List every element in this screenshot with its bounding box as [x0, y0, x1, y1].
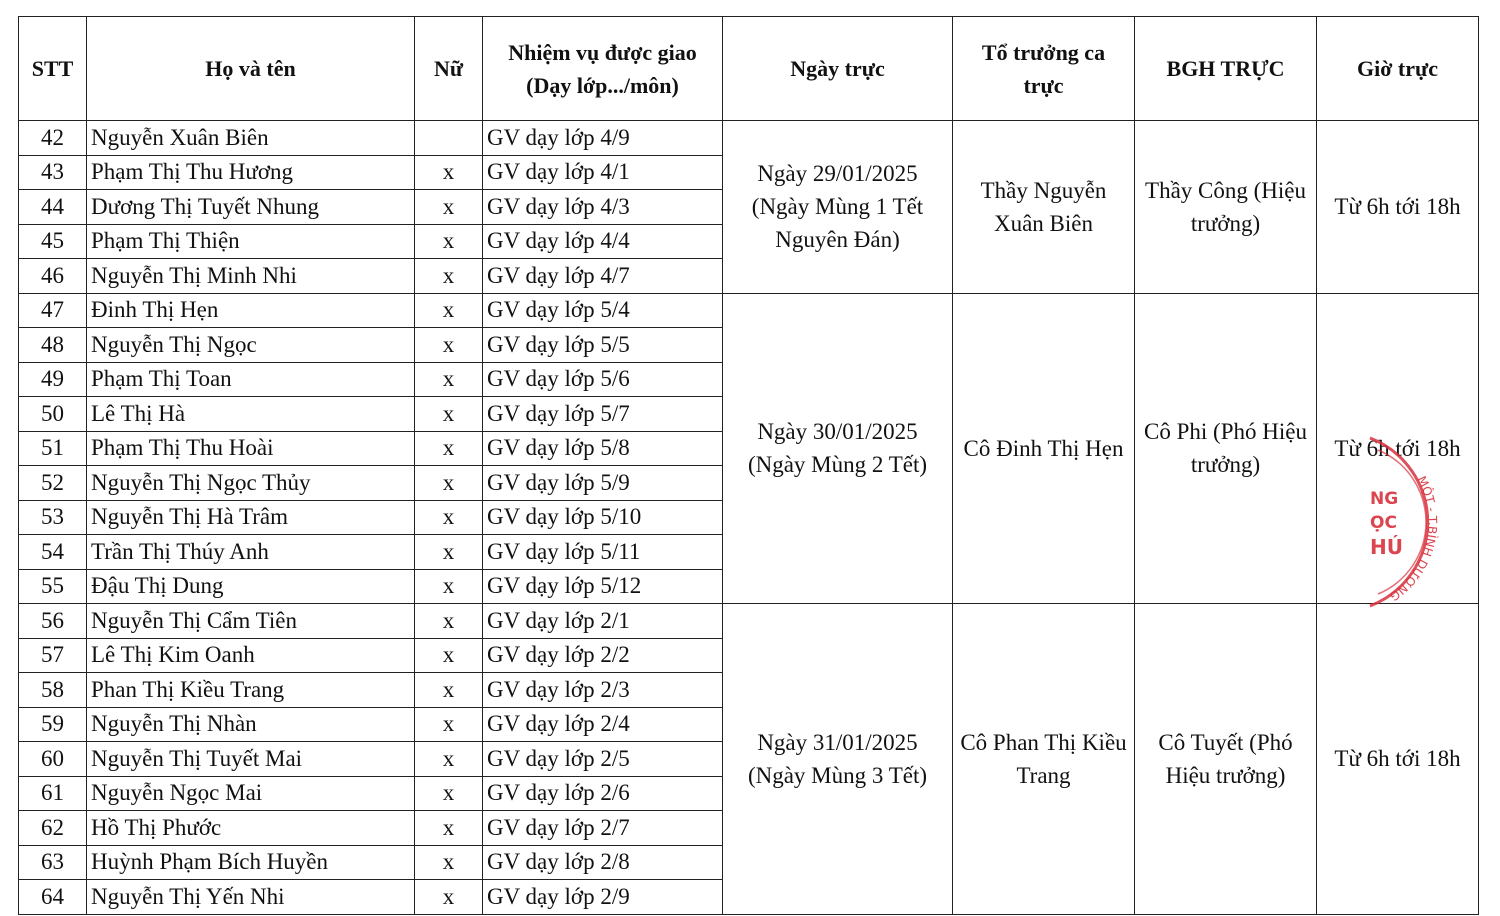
row-name: Đinh Thị Hẹn: [87, 293, 415, 328]
row-stt: 45: [19, 224, 87, 259]
row-stt: 54: [19, 535, 87, 570]
group-hours: Từ 6h tới 18h: [1317, 604, 1479, 915]
row-female-mark: x: [415, 397, 483, 432]
header-leader: Tổ trưởng ca trực: [953, 17, 1135, 121]
row-stt: 62: [19, 811, 87, 846]
group-bgh: Cô Phi (Phó Hiệu trưởng): [1135, 293, 1317, 604]
row-female-mark: x: [415, 707, 483, 742]
row-task: GV dạy lớp 5/8: [483, 431, 723, 466]
row-task: GV dạy lớp 2/9: [483, 880, 723, 915]
row-female-mark: x: [415, 500, 483, 535]
group-date: Ngày 31/01/2025 (Ngày Mùng 3 Tết): [723, 604, 953, 915]
row-task: GV dạy lớp 4/4: [483, 224, 723, 259]
table-row: [19, 293, 1479, 328]
group-date: Ngày 30/01/2025 (Ngày Mùng 2 Tết): [723, 293, 953, 604]
row-task: GV dạy lớp 2/2: [483, 638, 723, 673]
row-female-mark: x: [415, 155, 483, 190]
group-leader: Cô Phan Thị Kiều Trang: [953, 604, 1135, 915]
group-bgh: Thầy Công (Hiệu trưởng): [1135, 121, 1317, 294]
row-name: Nguyễn Thị Ngọc: [87, 328, 415, 363]
row-task: GV dạy lớp 5/6: [483, 362, 723, 397]
row-female-mark: x: [415, 535, 483, 570]
group-leader: Thầy Nguyễn Xuân Biên: [953, 121, 1135, 294]
row-task: GV dạy lớp 5/12: [483, 569, 723, 604]
row-task: GV dạy lớp 5/5: [483, 328, 723, 363]
row-name: Trần Thị Thúy Anh: [87, 535, 415, 570]
row-task: GV dạy lớp 5/10: [483, 500, 723, 535]
row-task: GV dạy lớp 2/4: [483, 707, 723, 742]
row-female-mark: x: [415, 190, 483, 225]
row-task: GV dạy lớp 2/7: [483, 811, 723, 846]
group-hours: Từ 6h tới 18h: [1317, 121, 1479, 294]
row-name: Phạm Thị Thiện: [87, 224, 415, 259]
row-name: Huỳnh Phạm Bích Huyền: [87, 845, 415, 880]
header-row: [19, 17, 1479, 121]
row-task: GV dạy lớp 5/7: [483, 397, 723, 432]
row-stt: 60: [19, 742, 87, 777]
row-stt: 64: [19, 880, 87, 915]
row-female-mark: x: [415, 845, 483, 880]
seal-ring-text: MỘT - T.BÌNH DƯƠNG: [1387, 473, 1440, 604]
row-name: Nguyễn Ngọc Mai: [87, 776, 415, 811]
row-stt: 53: [19, 500, 87, 535]
row-female-mark: x: [415, 431, 483, 466]
header-name: Họ và tên: [87, 17, 415, 121]
row-stt: 59: [19, 707, 87, 742]
row-stt: 42: [19, 121, 87, 156]
header-date: Ngày trực: [723, 17, 953, 121]
row-task: GV dạy lớp 2/1: [483, 604, 723, 639]
row-female-mark: x: [415, 638, 483, 673]
row-female-mark: [415, 121, 483, 156]
header-stt: STT: [19, 17, 87, 121]
row-task: GV dạy lớp 5/4: [483, 293, 723, 328]
seal-line-1: NG: [1370, 489, 1399, 509]
row-female-mark: x: [415, 776, 483, 811]
group-date: Ngày 29/01/2025 (Ngày Mùng 1 Tết Nguyên Đán): [723, 121, 953, 294]
seal-line-3: HÚ: [1370, 535, 1403, 559]
row-name: Phạm Thị Thu Hoài: [87, 431, 415, 466]
row-female-mark: x: [415, 466, 483, 501]
row-stt: 55: [19, 569, 87, 604]
seal-line-2: ỌC: [1370, 513, 1397, 533]
row-name: Nguyễn Thị Cẩm Tiên: [87, 604, 415, 639]
row-stt: 61: [19, 776, 87, 811]
table-row: [19, 604, 1479, 639]
row-name: Nguyễn Xuân Biên: [87, 121, 415, 156]
row-stt: 52: [19, 466, 87, 501]
row-stt: 57: [19, 638, 87, 673]
header-bgh: BGH TRỰC: [1135, 17, 1317, 121]
row-name: Hồ Thị Phước: [87, 811, 415, 846]
group-leader: Cô Đinh Thị Hẹn: [953, 293, 1135, 604]
row-female-mark: x: [415, 673, 483, 708]
row-female-mark: x: [415, 880, 483, 915]
row-task: GV dạy lớp 4/1: [483, 155, 723, 190]
row-task: GV dạy lớp 2/5: [483, 742, 723, 777]
row-stt: 48: [19, 328, 87, 363]
row-female-mark: x: [415, 224, 483, 259]
row-stt: 49: [19, 362, 87, 397]
row-name: Dương Thị Tuyết Nhung: [87, 190, 415, 225]
row-task: GV dạy lớp 5/9: [483, 466, 723, 501]
row-female-mark: x: [415, 293, 483, 328]
row-female-mark: x: [415, 362, 483, 397]
row-stt: 50: [19, 397, 87, 432]
row-task: GV dạy lớp 5/11: [483, 535, 723, 570]
group-bgh: Cô Tuyết (Phó Hiệu trưởng): [1135, 604, 1317, 915]
row-stt: 51: [19, 431, 87, 466]
row-stt: 44: [19, 190, 87, 225]
row-stt: 46: [19, 259, 87, 294]
row-stt: 56: [19, 604, 87, 639]
row-female-mark: x: [415, 259, 483, 294]
duty-roster: [18, 16, 1479, 915]
row-name: Nguyễn Thị Hà Trâm: [87, 500, 415, 535]
header-task: Nhiệm vụ được giao (Dạy lớp.../môn): [483, 17, 723, 121]
row-female-mark: x: [415, 604, 483, 639]
row-stt: 43: [19, 155, 87, 190]
row-name: Lê Thị Kim Oanh: [87, 638, 415, 673]
group-hours: Từ 6h tới 18h: [1317, 293, 1479, 604]
row-female-mark: x: [415, 811, 483, 846]
row-stt: 63: [19, 845, 87, 880]
row-name: Phan Thị Kiều Trang: [87, 673, 415, 708]
row-female-mark: x: [415, 328, 483, 363]
row-female-mark: x: [415, 569, 483, 604]
row-task: GV dạy lớp 4/3: [483, 190, 723, 225]
row-task: GV dạy lớp 4/9: [483, 121, 723, 156]
row-task: GV dạy lớp 2/6: [483, 776, 723, 811]
row-name: Nguyễn Thị Minh Nhi: [87, 259, 415, 294]
row-task: GV dạy lớp 2/8: [483, 845, 723, 880]
row-task: GV dạy lớp 2/3: [483, 673, 723, 708]
duty-table: [18, 16, 1479, 915]
row-name: Lê Thị Hà: [87, 397, 415, 432]
row-name: Nguyễn Thị Yến Nhi: [87, 880, 415, 915]
row-name: Nguyễn Thị Tuyết Mai: [87, 742, 415, 777]
table-row: [19, 121, 1479, 156]
header-female: Nữ: [415, 17, 483, 121]
row-stt: 58: [19, 673, 87, 708]
row-female-mark: x: [415, 742, 483, 777]
row-task: GV dạy lớp 4/7: [483, 259, 723, 294]
row-name: Đậu Thị Dung: [87, 569, 415, 604]
row-name: Nguyễn Thị Nhàn: [87, 707, 415, 742]
header-hours: Giờ trực: [1317, 17, 1479, 121]
row-name: Nguyễn Thị Ngọc Thủy: [87, 466, 415, 501]
row-stt: 47: [19, 293, 87, 328]
row-name: Phạm Thị Thu Hương: [87, 155, 415, 190]
row-name: Phạm Thị Toan: [87, 362, 415, 397]
